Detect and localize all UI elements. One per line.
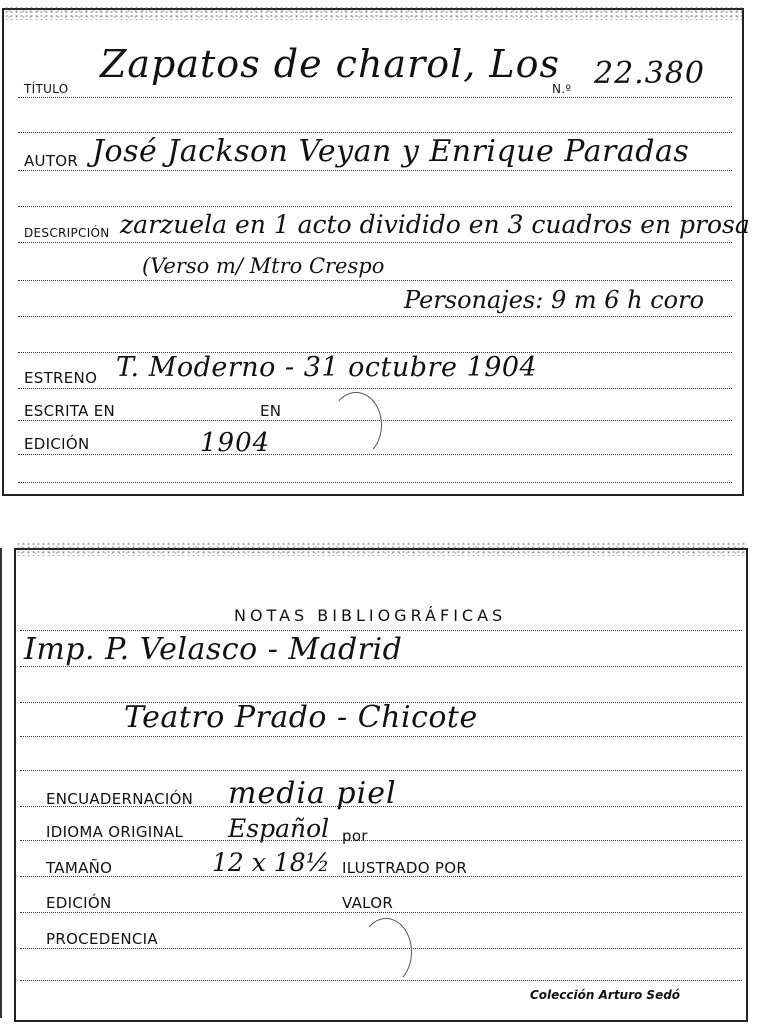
dotted-rule xyxy=(20,980,742,981)
circular-stamp-mark xyxy=(330,392,382,458)
escrita-label: ESCRITA EN xyxy=(24,402,116,420)
dotted-rule xyxy=(20,630,742,631)
estreno-value: T. Moderno - 31 octubre 1904 xyxy=(116,352,538,383)
descripcion-line2: (Verso m/ Mtro Crespo xyxy=(142,254,385,278)
dotted-rule xyxy=(18,97,732,98)
descripcion-line3: Personajes: 9 m 6 h coro xyxy=(404,286,705,314)
titulo-value: Zapatos de charol, Los xyxy=(100,42,561,86)
encuadernacion-value: media piel xyxy=(228,776,397,811)
dotted-rule xyxy=(18,482,732,483)
dotted-rule xyxy=(20,770,742,771)
dotted-rule xyxy=(18,454,732,455)
tamano-value: 12 x 18½ xyxy=(212,848,330,877)
autor-label: AUTOR xyxy=(24,152,79,170)
circular-stamp-mark xyxy=(360,918,412,986)
dotted-rule xyxy=(20,912,742,913)
idioma-label: IDIOMA ORIGINAL xyxy=(46,823,184,841)
en-label: EN xyxy=(260,402,282,420)
descripcion-line1: zarzuela en 1 acto dividido en 3 cuadros en prosa xyxy=(120,210,750,239)
dotted-rule xyxy=(20,666,742,667)
procedencia-label: PROCEDENCIA xyxy=(46,930,158,948)
valor-label: VALOR xyxy=(342,894,394,912)
estreno-label: ESTRENO xyxy=(24,369,98,387)
nota-line2: Teatro Prado - Chicote xyxy=(124,700,478,735)
numero-label: N.º xyxy=(552,82,572,96)
catalog-card-bottom xyxy=(14,548,748,1022)
dotted-rule xyxy=(18,316,732,317)
numero-value: 22.380 xyxy=(594,56,705,91)
dotted-rule xyxy=(18,280,732,281)
card-side-edge xyxy=(0,548,2,1018)
titulo-label: TÍTULO xyxy=(24,82,69,96)
tamano-label: TAMAÑO xyxy=(46,859,113,877)
card-top-edge-texture xyxy=(4,6,742,20)
dotted-rule xyxy=(20,736,742,737)
collection-footer: Colección Arturo Sedó xyxy=(530,988,681,1002)
catalog-card-top xyxy=(2,8,750,496)
autor-value: José Jackson Veyan y Enrique Paradas xyxy=(92,134,690,169)
edicion-label: EDICIÓN xyxy=(24,435,90,453)
dotted-rule xyxy=(18,242,732,243)
idioma-value: Español xyxy=(228,814,330,843)
edicion-label-2: EDICIÓN xyxy=(46,894,112,912)
dotted-rule xyxy=(18,206,732,207)
notas-heading: NOTAS BIBLIOGRÁFICAS xyxy=(234,606,507,625)
dotted-rule xyxy=(18,170,732,171)
dotted-rule xyxy=(18,388,732,389)
card-bottom-edge-texture xyxy=(16,542,746,556)
por-label: por xyxy=(342,827,368,845)
encuadernacion-label: ENCUADERNACIÓN xyxy=(46,790,194,808)
nota-line1: Imp. P. Velasco - Madrid xyxy=(24,632,403,667)
dotted-rule xyxy=(18,132,732,133)
edicion-value: 1904 xyxy=(200,428,271,458)
descripcion-label: DESCRIPCIÓN xyxy=(24,226,110,240)
ilustrado-label: ILUSTRADO POR xyxy=(342,859,468,877)
